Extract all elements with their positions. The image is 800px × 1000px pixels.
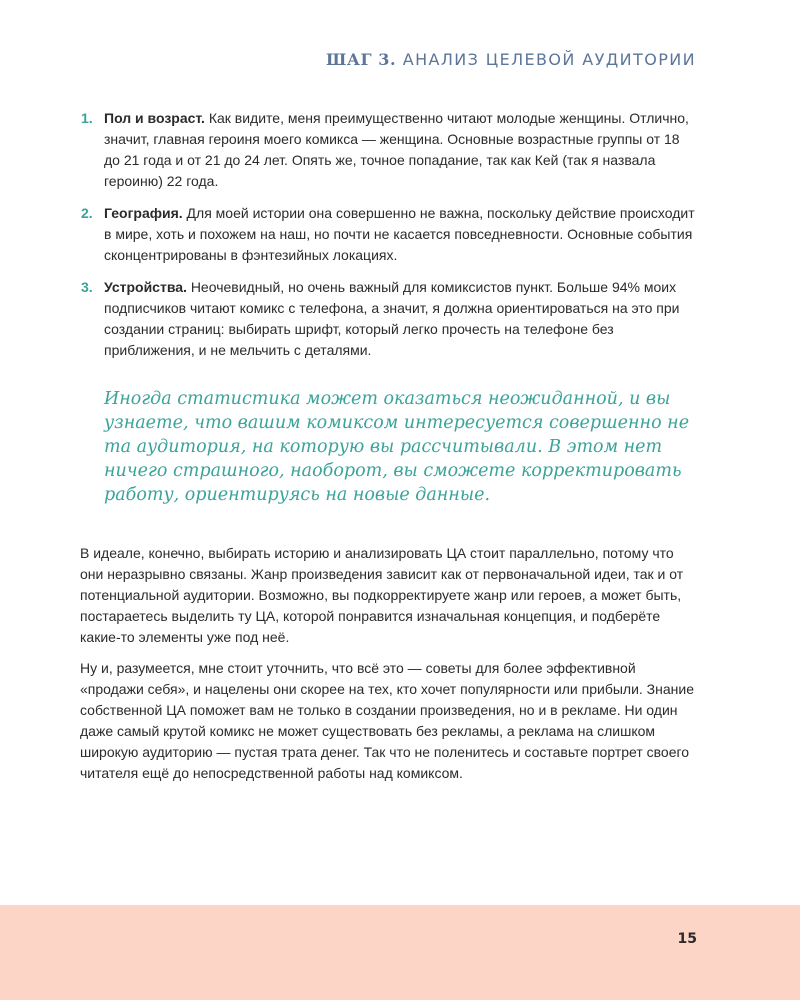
list-number: 3.: [81, 279, 93, 295]
page-number: 15: [677, 931, 697, 947]
step-label: ШАГ 3.: [325, 50, 397, 69]
list-term: География.: [104, 205, 183, 221]
page-content: [80, 108, 698, 784]
list-term: Пол и возраст.: [104, 110, 205, 126]
list-term: Устройства.: [104, 279, 187, 295]
list-item: [80, 203, 698, 266]
footer-band: [0, 905, 800, 1000]
running-header: [326, 50, 696, 69]
list-item: [80, 277, 698, 361]
list-text: Для моей истории она совершенно не важна, поскольку действие происходит в мире, хоть и похожем на наш, но почти не касается повседневности. Основные события сконцентрированы в фэнтезийных локациях.: [104, 205, 695, 263]
numbered-list: [80, 108, 698, 361]
list-number: 2.: [81, 205, 93, 221]
list-text: Как видите, меня преимущественно читают молодые женщины. Отлично, значит, главная героиня моего комикса — женщина. Основные возрастные группы от 18 до 21 года и от 21 до 24 лет. Опять же, точное попадание, так как Кей (так я назвала героиню) 22 года.: [104, 110, 689, 189]
body-paragraph: Ну и, разумеется, мне стоит уточнить, что всё это — советы для более эффективной «продажи себя», и нацелены они скорее на тех, кто хочет популярности или прибыли. Знание собственной ЦА поможет вам не только в создании произведения, но и в рекламе. Ни один даже самый крутой комикс не может существовать без рекламы, а реклама на слишком широкую аудиторию — пустая трата денег. Так что не поленитесь и составьте портрет своего читателя ещё до непосредственной работы над комиксом.: [80, 660, 694, 781]
section-title: АНАЛИЗ ЦЕЛЕВОЙ АУДИТОРИИ: [402, 50, 696, 69]
list-item: [80, 108, 698, 192]
list-number: 1.: [81, 110, 93, 126]
list-text: Неочевидный, но очень важный для комиксистов пункт. Больше 94% моих подписчиков читают комикс с телефона, а значит, я должна ориентироваться на это при создании страниц: выбирать шрифт, который легко прочесть на телефоне без приближения, и не мельчить с деталями.: [104, 279, 680, 358]
callout-quote: Иногда статистика может оказаться неожиданной, и вы узнаете, что вашим комиксом интересуется совершенно не та аудитория, на которую вы рассчитывали. В этом нет ничего страшного, наоборот, вы сможете корректировать работу, ориентируясь на новые данные.: [104, 389, 690, 505]
body-paragraph: В идеале, конечно, выбирать историю и анализировать ЦА стоит параллельно, потому что они неразрывно связаны. Жанр произведения зависит как от первоначальной идеи, так и от потенциальной аудитории. Возможно, вы подкорректируете жанр или героев, а может быть, постараетесь выделить ту ЦА, которой понравится изначальная концепция, и подберёте какие-то элементы уже под неё.: [80, 545, 684, 645]
